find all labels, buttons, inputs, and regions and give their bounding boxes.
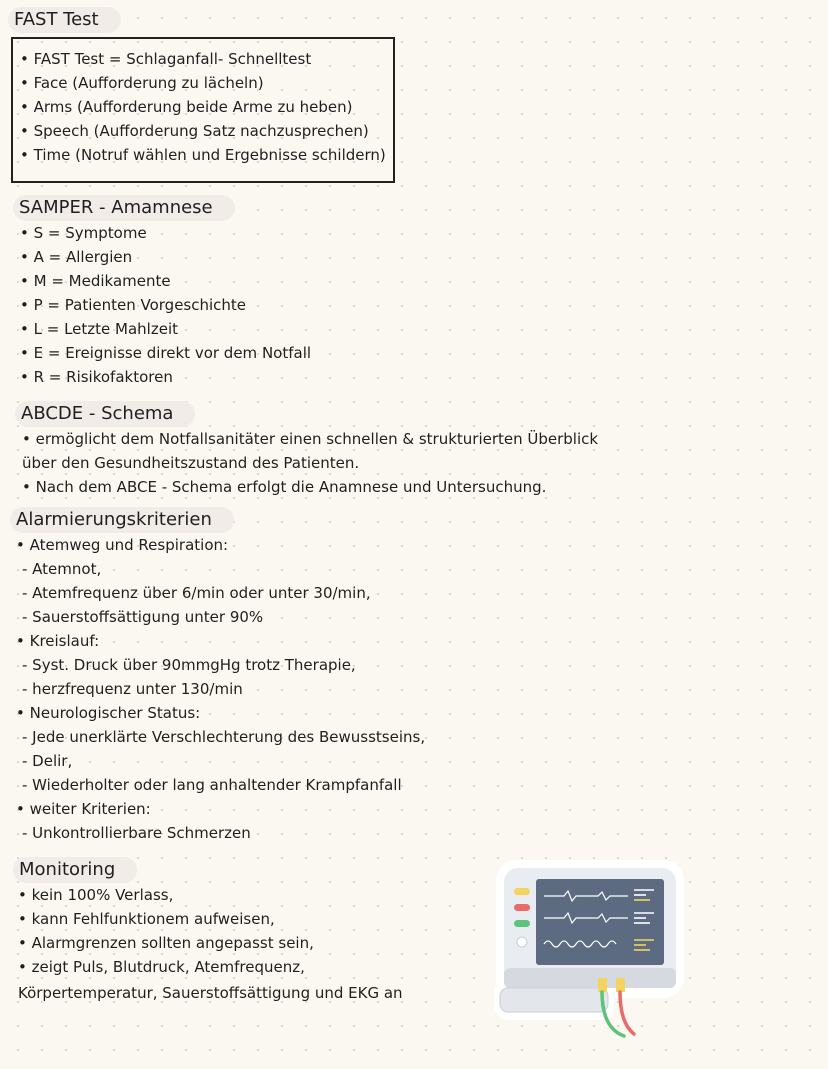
alarm-line: - Atemfrequenz über 6/min oder unter 30/min,	[22, 584, 371, 602]
fast-item: • Speech (Aufforderung Satz nachzusprechen)	[20, 122, 369, 140]
monitoring-heading: Monitoring	[13, 857, 137, 883]
monitoring-line: Körpertemperatur, Sauerstoffsättigung und EKG an	[18, 984, 403, 1002]
monitoring-line: • Alarmgrenzen sollten angepasst sein,	[18, 934, 314, 952]
alarm-line: - Jede unerklärte Verschlechterung des Bewusstseins,	[22, 728, 426, 746]
alarm-line: • Atemweg und Respiration:	[16, 536, 229, 554]
alarm-line: • Kreislauf:	[16, 632, 100, 650]
fast-item: • FAST Test = Schlaganfall- Schnelltest	[20, 50, 312, 68]
fast-item: • Time (Notruf wählen und Ergebnisse schildern)	[20, 146, 386, 164]
samper-item: • L = Letzte Mahlzeit	[20, 320, 178, 338]
abcde-line: • ermöglicht dem Notfallsanitäter einen schnellen & strukturierten Überblick	[22, 430, 599, 448]
monitoring-line: • kann Fehlfunktionem aufweisen,	[18, 910, 275, 928]
alarm-line: - Sauerstoffsättigung unter 90%	[22, 608, 264, 626]
samper-item: • R = Risikofaktoren	[20, 368, 173, 386]
alarm-line: - Atemnot,	[22, 560, 102, 578]
samper-heading: SAMPER - Amamnese	[13, 195, 235, 221]
alarm-line: - Syst. Druck über 90mmgHg trotz Therapie,	[22, 656, 356, 674]
alarm-heading: Alarmierungskriterien	[10, 507, 234, 533]
abcde-line: über den Gesundheitszustand des Patienten.	[22, 454, 360, 472]
alarm-line: • Neurologischer Status:	[16, 704, 201, 722]
abcde-heading: ABCDE - Schema	[15, 401, 195, 427]
fast-item: • Face (Aufforderung zu lächeln)	[20, 74, 264, 92]
samper-item: • M = Medikamente	[20, 272, 171, 290]
fast-heading: FAST Test	[8, 7, 121, 33]
fast-item: • Arms (Aufforderung beide Arme zu heben)	[20, 98, 353, 116]
alarm-line: • weiter Kriterien:	[16, 800, 151, 818]
samper-item: • P = Patienten Vorgeschichte	[20, 296, 247, 314]
samper-item: • A = Allergien	[20, 248, 133, 266]
alarm-line: - Delir,	[22, 752, 73, 770]
monitoring-line: • kein 100% Verlass,	[18, 886, 174, 904]
abcde-line: • Nach dem ABCE - Schema erfolgt die Anamnese und Untersuchung.	[22, 478, 547, 496]
alarm-line: - Unkontrollierbare Schmerzen	[22, 824, 251, 842]
alarm-line: - herzfrequenz unter 130/min	[22, 680, 243, 698]
samper-item: • S = Symptome	[20, 224, 147, 242]
patient-monitor-icon	[494, 858, 686, 1048]
samper-item: • E = Ereignisse direkt vor dem Notfall	[20, 344, 312, 362]
monitoring-line: • zeigt Puls, Blutdruck, Atemfrequenz,	[18, 958, 305, 976]
alarm-line: - Wiederholter oder lang anhaltender Krampfanfall	[22, 776, 402, 794]
